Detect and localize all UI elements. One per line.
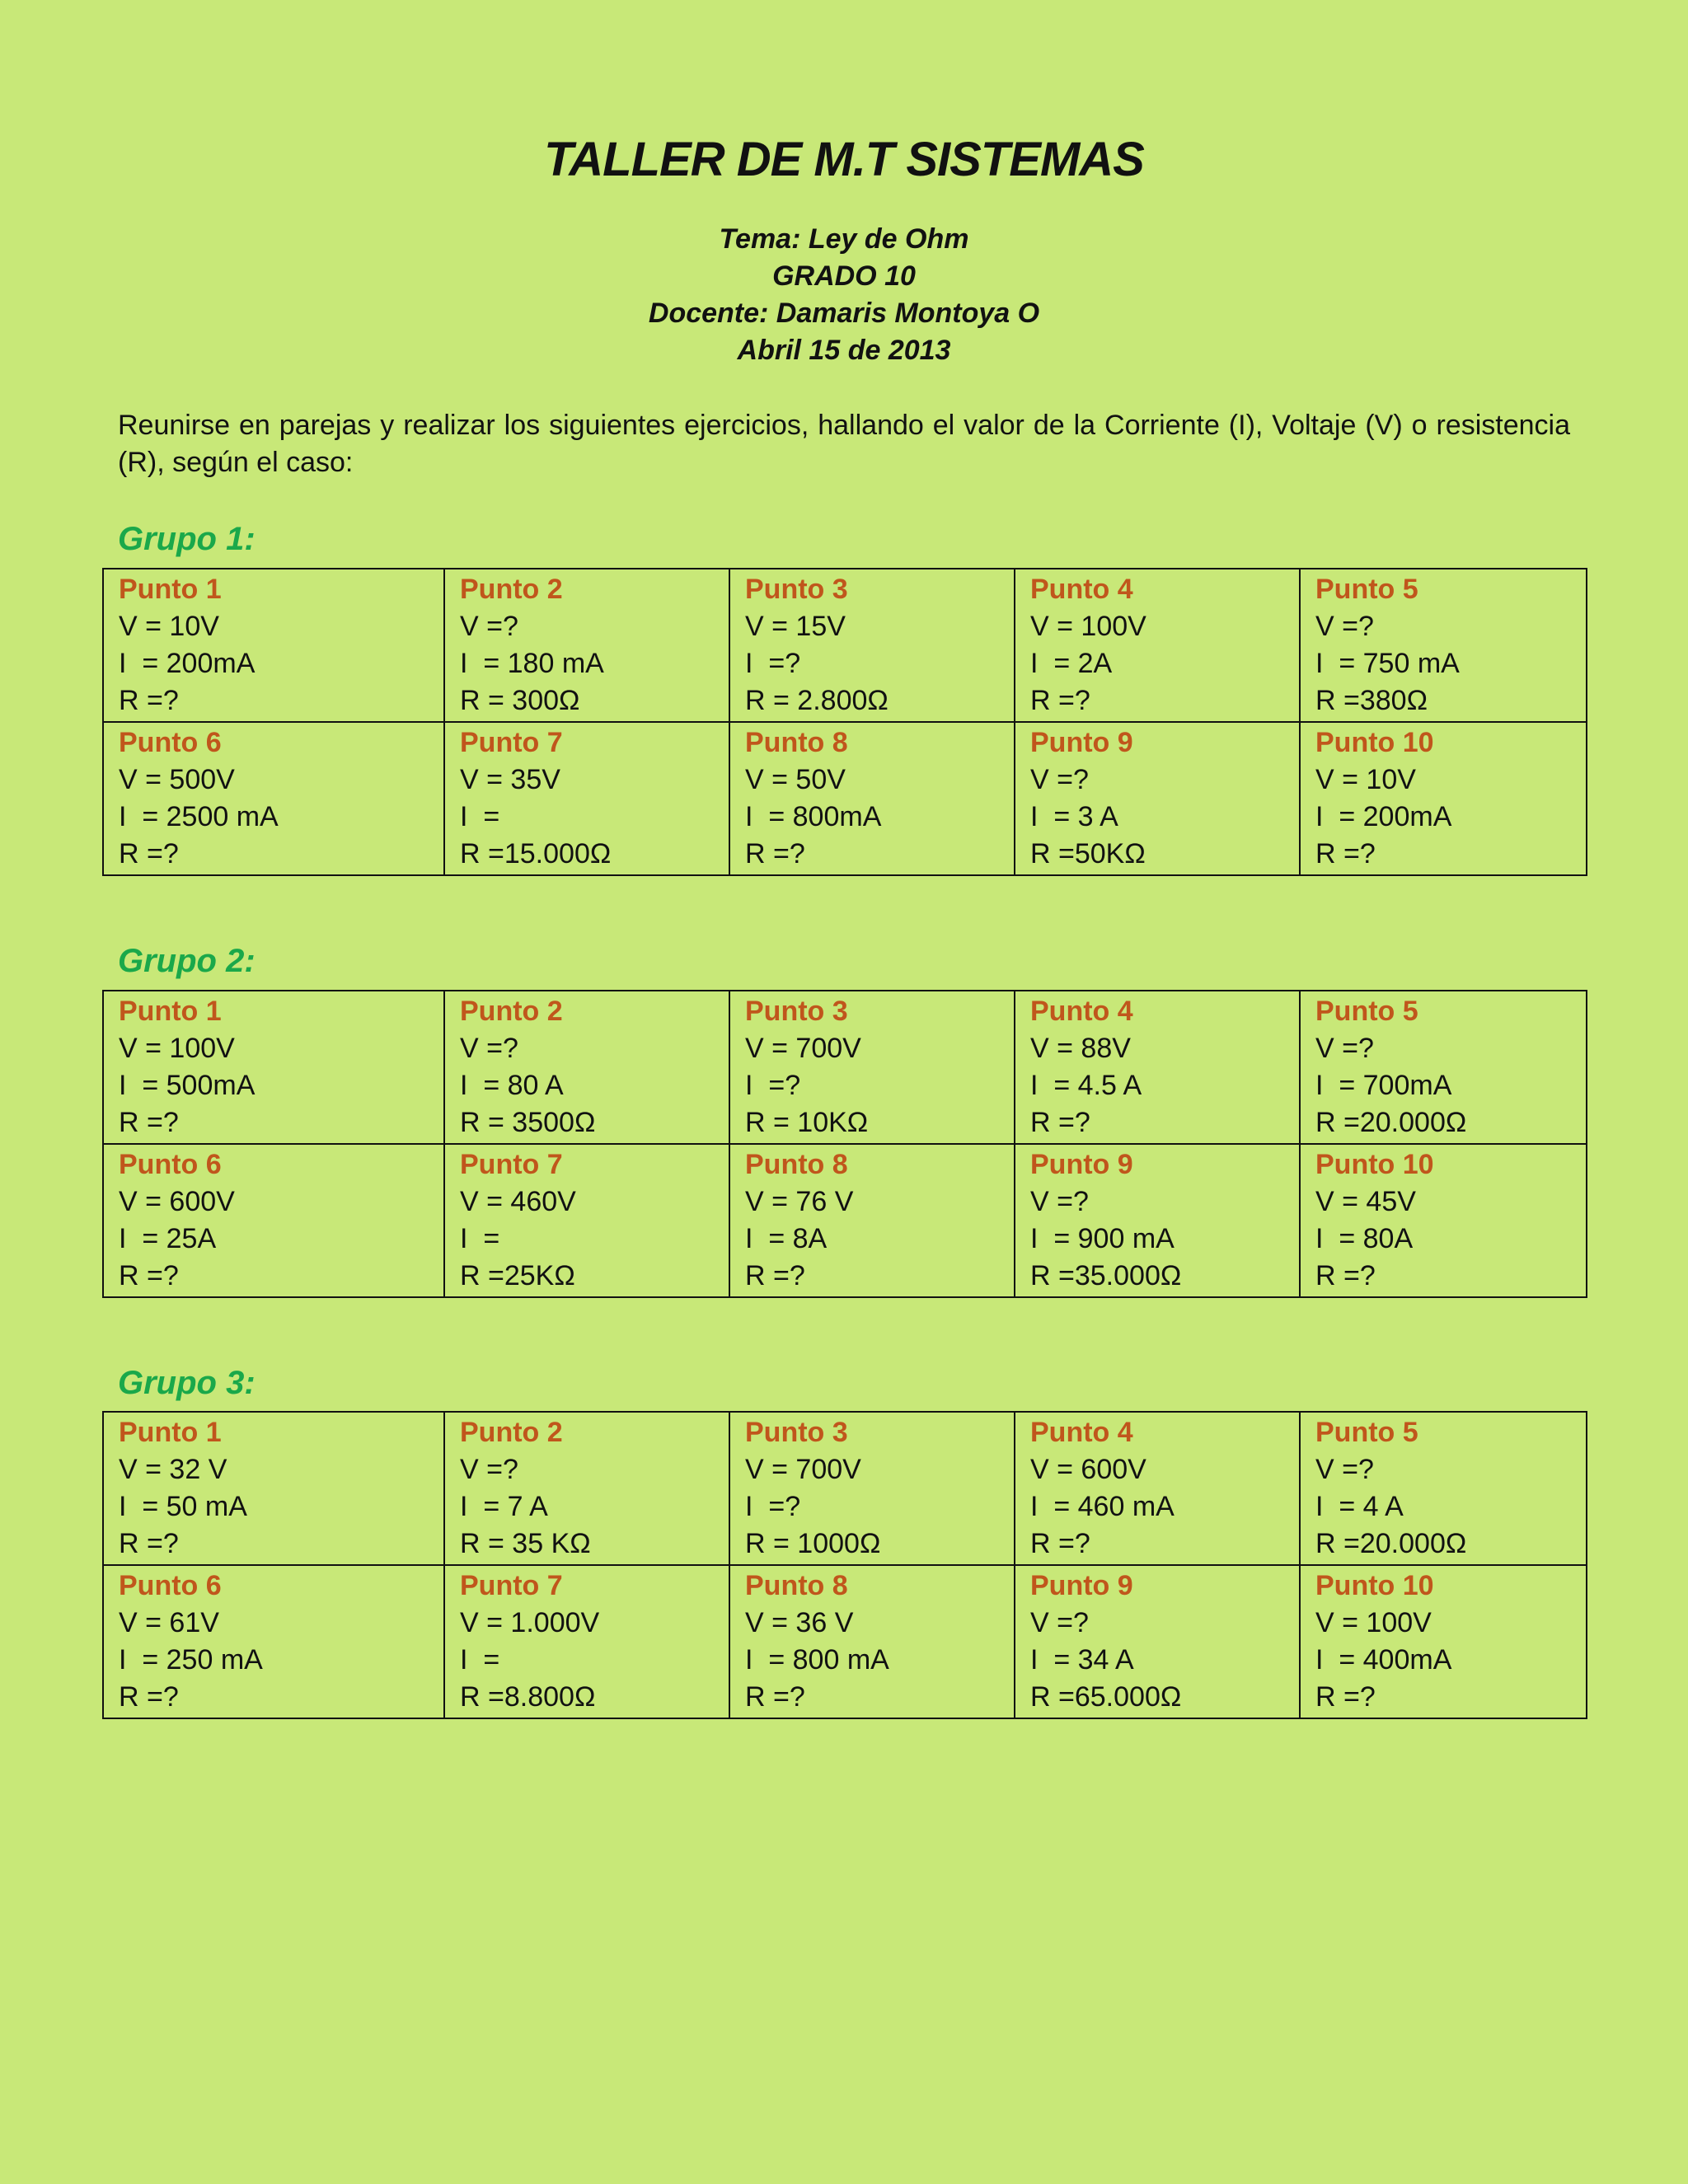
exercise-cell — [1015, 722, 1300, 875]
voltage-value: V = 100V — [119, 1033, 235, 1064]
exercise-cell — [1300, 1144, 1587, 1297]
instructions-paragraph: Reunirse en parejas y realizar los siguientes ejercicios, hallando el valor de la Corriente (I), Voltaje (V) o resistencia (R), según el caso: — [118, 410, 1570, 478]
resistance-value: R =? — [745, 1681, 805, 1713]
voltage-value: V =? — [1030, 1186, 1089, 1217]
voltage-value: V = 460V — [460, 1186, 576, 1217]
current-value: I = 4 A — [1315, 1491, 1404, 1522]
exercise-cell — [729, 1412, 1015, 1565]
voltage-value: V = 700V — [745, 1454, 861, 1485]
resistance-value: R =? — [1315, 1260, 1376, 1291]
exercise-label: Punto 2 — [460, 1417, 563, 1448]
voltage-value: V = 45V — [1315, 1186, 1416, 1217]
resistance-value: R =? — [1030, 685, 1090, 716]
resistance-value: R =20.000Ω — [1315, 1107, 1467, 1138]
current-value: I = 2A — [1030, 648, 1113, 679]
exercise-cell — [1015, 991, 1300, 1144]
resistance-value: R = 3500Ω — [460, 1107, 596, 1138]
current-value: I = 34 A — [1030, 1644, 1134, 1675]
document-title: TALLER DE M.T SISTEMAS — [544, 133, 1144, 186]
current-value: I =? — [745, 648, 801, 679]
exercise-label: Punto 2 — [460, 996, 563, 1027]
current-value: I = 80 A — [460, 1070, 564, 1101]
exercise-cell — [103, 722, 444, 875]
current-value: I = 800mA — [745, 801, 882, 832]
current-value: I = 2500 mA — [119, 801, 279, 832]
exercise-label: Punto 5 — [1315, 574, 1418, 605]
exercise-label: Punto 1 — [119, 574, 222, 605]
current-value: I = — [460, 1223, 500, 1254]
resistance-value: R =20.000Ω — [1315, 1528, 1467, 1559]
voltage-value: V = 76 V — [745, 1186, 854, 1217]
exercise-cell — [729, 722, 1015, 875]
exercise-cell — [1015, 1565, 1300, 1718]
exercise-cell — [1015, 569, 1300, 722]
exercise-label: Punto 10 — [1315, 1149, 1434, 1180]
voltage-value: V = 700V — [745, 1033, 861, 1064]
exercise-label: Punto 1 — [119, 1417, 222, 1448]
group-2-title: Grupo 2: — [118, 943, 256, 979]
exercise-label: Punto 9 — [1030, 1149, 1133, 1180]
voltage-value: V = 100V — [1030, 611, 1146, 642]
resistance-value: R =25KΩ — [460, 1260, 575, 1291]
voltage-value: V = 88V — [1030, 1033, 1131, 1064]
group-1-table — [102, 568, 1587, 876]
exercise-label: Punto 1 — [119, 996, 222, 1027]
current-value: I = 800 mA — [745, 1644, 889, 1675]
exercise-cell — [1300, 1565, 1587, 1718]
current-value: I = 200mA — [1315, 801, 1452, 832]
exercise-label: Punto 7 — [460, 727, 563, 758]
current-value: I = — [460, 1644, 500, 1675]
voltage-value: V = 61V — [119, 1607, 219, 1638]
exercise-cell — [103, 1144, 444, 1297]
resistance-value: R = 1000Ω — [745, 1528, 881, 1559]
resistance-value: R =50KΩ — [1030, 838, 1146, 869]
table-row — [103, 991, 1587, 1144]
voltage-value: V = 15V — [745, 611, 846, 642]
exercise-cell — [729, 991, 1015, 1144]
voltage-value: V = 600V — [119, 1186, 235, 1217]
topic-line: Tema: Ley de Ohm — [719, 223, 969, 255]
voltage-value: V =? — [1030, 764, 1089, 795]
voltage-value: V = 1.000V — [460, 1607, 600, 1638]
exercise-cell — [103, 991, 444, 1144]
voltage-value: V = 500V — [119, 764, 235, 795]
current-value: I = 180 mA — [460, 648, 604, 679]
voltage-value: V =? — [460, 611, 518, 642]
voltage-value: V =? — [460, 1454, 518, 1485]
exercise-cell — [729, 1144, 1015, 1297]
group-3-table — [102, 1411, 1587, 1719]
resistance-value: R =380Ω — [1315, 685, 1428, 716]
exercise-label: Punto 2 — [460, 574, 563, 605]
group-1-title: Grupo 1: — [118, 521, 256, 557]
exercise-label: Punto 6 — [119, 727, 222, 758]
exercise-label: Punto 10 — [1315, 727, 1434, 758]
resistance-value: R =? — [119, 1528, 179, 1559]
current-value: I = 460 mA — [1030, 1491, 1175, 1522]
exercise-cell — [444, 1412, 729, 1565]
exercise-label: Punto 3 — [745, 996, 848, 1027]
exercise-label: Punto 4 — [1030, 574, 1133, 605]
exercise-label: Punto 3 — [745, 574, 848, 605]
exercise-cell — [1300, 1412, 1587, 1565]
exercise-cell — [444, 569, 729, 722]
exercise-label: Punto 5 — [1315, 996, 1418, 1027]
resistance-value: R =? — [119, 838, 179, 869]
exercise-cell — [1015, 1412, 1300, 1565]
exercise-label: Punto 6 — [119, 1149, 222, 1180]
table-row — [103, 1412, 1587, 1565]
exercise-cell — [444, 1144, 729, 1297]
resistance-value: R =? — [1030, 1107, 1090, 1138]
resistance-value: R =? — [1315, 838, 1376, 869]
voltage-value: V =? — [1315, 611, 1374, 642]
group-2-table — [102, 990, 1587, 1298]
exercise-cell — [444, 722, 729, 875]
current-value: I =? — [745, 1070, 801, 1101]
voltage-value: V =? — [460, 1033, 518, 1064]
exercise-cell — [103, 1412, 444, 1565]
voltage-value: V = 10V — [1315, 764, 1416, 795]
resistance-value: R =? — [745, 838, 805, 869]
resistance-value: R = 10KΩ — [745, 1107, 869, 1138]
resistance-value: R =65.000Ω — [1030, 1681, 1182, 1713]
resistance-value: R =? — [1315, 1681, 1376, 1713]
exercise-cell — [1300, 722, 1587, 875]
document-meta — [0, 221, 1688, 369]
voltage-value: V = 50V — [745, 764, 846, 795]
teacher-line: Docente: Damaris Montoya O — [648, 298, 1040, 329]
current-value: I = — [460, 801, 500, 832]
current-value: I = 500mA — [119, 1070, 256, 1101]
current-value: I = 200mA — [119, 648, 256, 679]
current-value: I = 900 mA — [1030, 1223, 1175, 1254]
current-value: I = 4.5 A — [1030, 1070, 1142, 1101]
exercise-label: Punto 5 — [1315, 1417, 1418, 1448]
current-value: I = 80A — [1315, 1223, 1414, 1254]
exercise-cell — [1300, 569, 1587, 722]
voltage-value: V = 32 V — [119, 1454, 227, 1485]
current-value: I = 50 mA — [119, 1491, 247, 1522]
resistance-value: R =? — [119, 1681, 179, 1713]
current-value: I = 7 A — [460, 1491, 548, 1522]
exercise-label: Punto 7 — [460, 1149, 563, 1180]
exercise-label: Punto 10 — [1315, 1570, 1434, 1601]
voltage-value: V =? — [1315, 1454, 1374, 1485]
current-value: I = 700mA — [1315, 1070, 1452, 1101]
group-3-title: Grupo 3: — [118, 1365, 256, 1401]
voltage-value: V = 35V — [460, 764, 560, 795]
exercise-label: Punto 6 — [119, 1570, 222, 1601]
exercise-label: Punto 8 — [745, 1570, 848, 1601]
exercise-label: Punto 7 — [460, 1570, 563, 1601]
exercise-label: Punto 4 — [1030, 996, 1133, 1027]
exercise-cell — [444, 991, 729, 1144]
resistance-value: R =8.800Ω — [460, 1681, 596, 1713]
exercise-cell — [729, 1565, 1015, 1718]
grade-line: GRADO 10 — [772, 260, 916, 292]
exercise-cell — [103, 1565, 444, 1718]
resistance-value: R =? — [745, 1260, 805, 1291]
exercise-label: Punto 8 — [745, 1149, 848, 1180]
voltage-value: V =? — [1315, 1033, 1374, 1064]
resistance-value: R =? — [119, 1260, 179, 1291]
resistance-value: R =? — [1030, 1528, 1090, 1559]
voltage-value: V = 36 V — [745, 1607, 854, 1638]
exercise-cell — [1300, 991, 1587, 1144]
resistance-value: R = 2.800Ω — [745, 685, 889, 716]
exercise-cell — [1015, 1144, 1300, 1297]
voltage-value: V = 10V — [119, 611, 219, 642]
current-value: I = 8A — [745, 1223, 828, 1254]
exercise-label: Punto 9 — [1030, 1570, 1133, 1601]
current-value: I = 3 A — [1030, 801, 1118, 832]
table-row — [103, 1565, 1587, 1718]
table-row — [103, 1144, 1587, 1297]
resistance-value: R = 300Ω — [460, 685, 580, 716]
current-value: I =? — [745, 1491, 801, 1522]
exercise-label: Punto 9 — [1030, 727, 1133, 758]
current-value: I = 750 mA — [1315, 648, 1460, 679]
resistance-value: R =? — [119, 1107, 179, 1138]
resistance-value: R = 35 KΩ — [460, 1528, 591, 1559]
table-row — [103, 569, 1587, 722]
resistance-value: R =35.000Ω — [1030, 1260, 1182, 1291]
exercise-cell — [103, 569, 444, 722]
table-row — [103, 722, 1587, 875]
exercise-cell — [444, 1565, 729, 1718]
voltage-value: V = 100V — [1315, 1607, 1432, 1638]
current-value: I = 250 mA — [119, 1644, 263, 1675]
exercise-label: Punto 4 — [1030, 1417, 1133, 1448]
exercise-cell — [729, 569, 1015, 722]
voltage-value: V = 600V — [1030, 1454, 1146, 1485]
current-value: I = 25A — [119, 1223, 217, 1254]
date-line: Abril 15 de 2013 — [737, 335, 951, 366]
exercise-label: Punto 8 — [745, 727, 848, 758]
exercise-label: Punto 3 — [745, 1417, 848, 1448]
resistance-value: R =? — [119, 685, 179, 716]
current-value: I = 400mA — [1315, 1644, 1452, 1675]
resistance-value: R =15.000Ω — [460, 838, 612, 869]
voltage-value: V =? — [1030, 1607, 1089, 1638]
